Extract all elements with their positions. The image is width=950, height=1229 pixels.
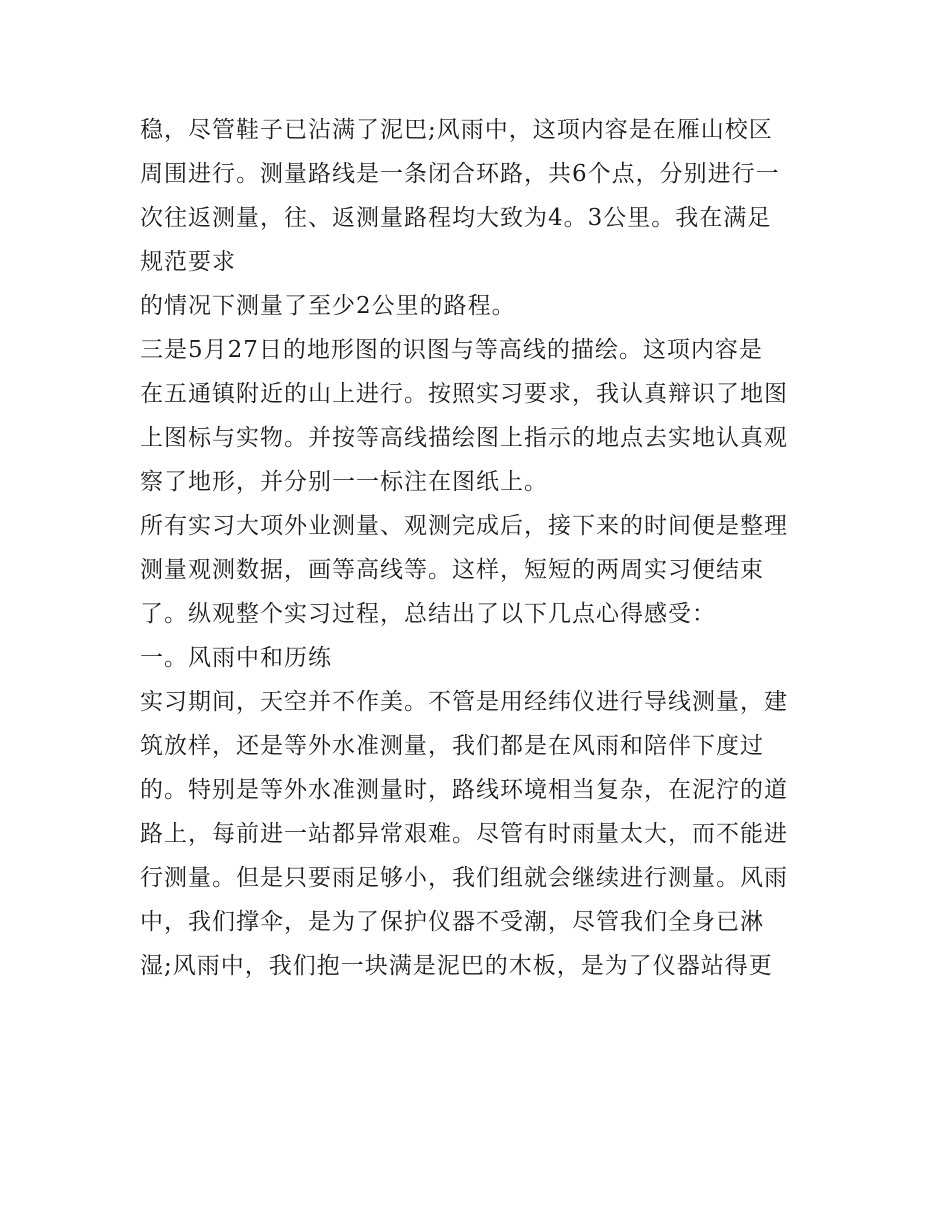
- section-heading: 一。风雨中和历练: [140, 645, 332, 671]
- text-line: 规范要求: [140, 249, 236, 275]
- text-line: 稳，尽管鞋子已沾满了泥巴;风雨中，这项内容是在雁山校区: [140, 117, 773, 143]
- body-text: [140, 108, 830, 988]
- text-line: 的。特别是等外水准测量时，路线环境相当复杂，在泥泞的道: [140, 777, 788, 803]
- text-line: 周围进行。测量路线是一条闭合环路，共6个点，分别进行一: [140, 161, 780, 187]
- text-line: 筑放样，还是等外水准测量，我们都是在风雨和陪伴下度过: [140, 733, 764, 759]
- text-line: 行测量。但是只要雨足够小，我们组就会继续进行测量。风雨: [140, 865, 788, 891]
- text-line: 的情况下测量了至少2公里的路程。: [140, 293, 516, 319]
- text-line: 所有实习大项外业测量、观测完成后，接下来的时间便是整理: [140, 513, 788, 539]
- text-line: 三是5月27日的地形图的识图与等高线的描绘。这项内容是: [140, 337, 763, 363]
- text-line: 在五通镇附近的山上进行。按照实习要求，我认真辩识了地图: [140, 381, 788, 407]
- text-line: 次往返测量，往、返测量路程均大致为4。3公里。我在满足: [140, 205, 772, 231]
- text-line: 中，我们撑伞，是为了保护仪器不受潮，尽管我们全身已淋: [140, 909, 764, 935]
- text-line: 实习期间，天空并不作美。不管是用经纬仪进行导线测量，建: [140, 689, 788, 715]
- text-line: 察了地形，并分别一一标注在图纸上。: [140, 469, 548, 495]
- text-line: 了。纵观整个实习过程，总结出了以下几点心得感受：: [140, 601, 716, 627]
- text-line: 路上，每前进一站都异常艰难。尽管有时雨量太大，而不能进: [140, 821, 788, 847]
- text-line: 测量观测数据，画等高线等。这样，短短的两周实习便结束: [140, 557, 764, 583]
- text-line: 湿;风雨中，我们抱一块满是泥巴的木板，是为了仪器站得更: [140, 953, 773, 979]
- text-line: 上图标与实物。并按等高线描绘图上指示的地点去实地认真观: [140, 425, 788, 451]
